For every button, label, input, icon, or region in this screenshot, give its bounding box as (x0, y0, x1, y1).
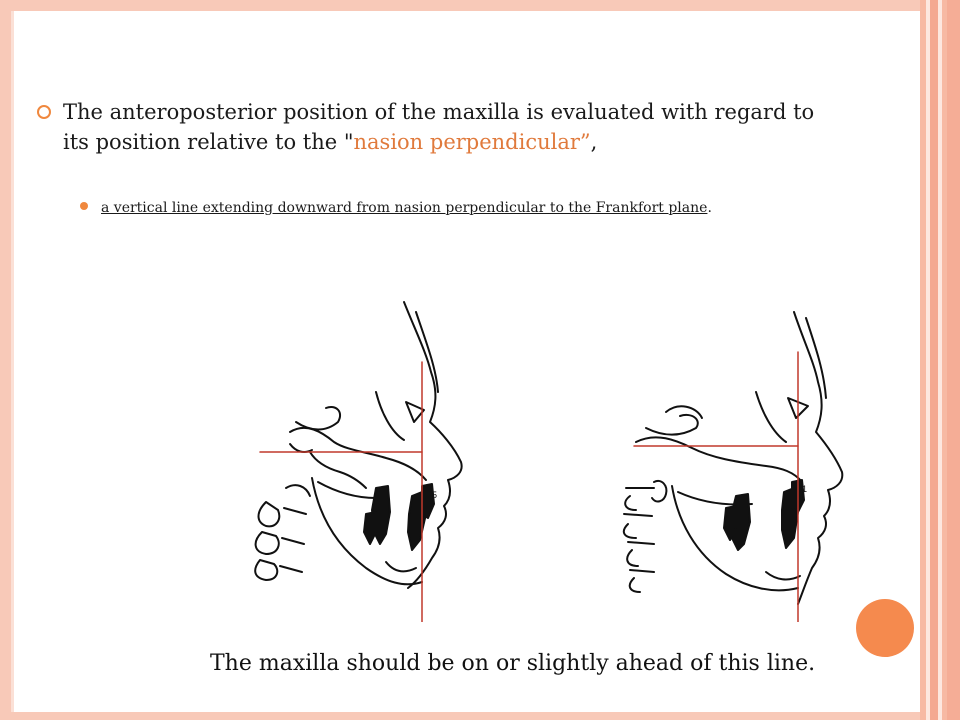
slide-frame-left (0, 0, 11, 720)
right-tooth-label: 1 (802, 484, 808, 494)
right-reference-lines (634, 352, 798, 622)
nasion-perpendicular-term: nasion perpendicular” (353, 130, 591, 154)
slide-frame-top (0, 0, 920, 11)
bullet-ring-icon (37, 105, 51, 119)
right-profile-tracing (624, 312, 842, 604)
main-bullet-text-before: The anteroposterior position of the maxilla is evaluated with regard to its position relative to the " (63, 100, 815, 154)
left-teeth (364, 484, 434, 550)
sub-bullet-underlined: a vertical line extending downward from nasion perpendicular to the Frankfort plane (101, 200, 708, 216)
slide-right-stripes (920, 0, 960, 720)
sub-bullet-trailing: . (707, 200, 712, 216)
sub-bullet-dot-icon (80, 202, 88, 210)
left-profile-tracing (255, 302, 461, 588)
slide-frame-inner-left (11, 11, 14, 712)
cephalometric-tracings-figure (226, 282, 852, 622)
main-bullet-text (63, 97, 833, 157)
slide-frame-bottom (0, 712, 920, 720)
right-teeth (724, 480, 804, 550)
left-tooth-label: 5 (432, 490, 438, 500)
sub-bullet-text (101, 197, 801, 219)
figure-caption: The maxilla should be on or slightly ahead of this line. (210, 651, 816, 676)
main-bullet-text-after: , (590, 130, 598, 154)
decorative-orange-circle (856, 599, 914, 657)
